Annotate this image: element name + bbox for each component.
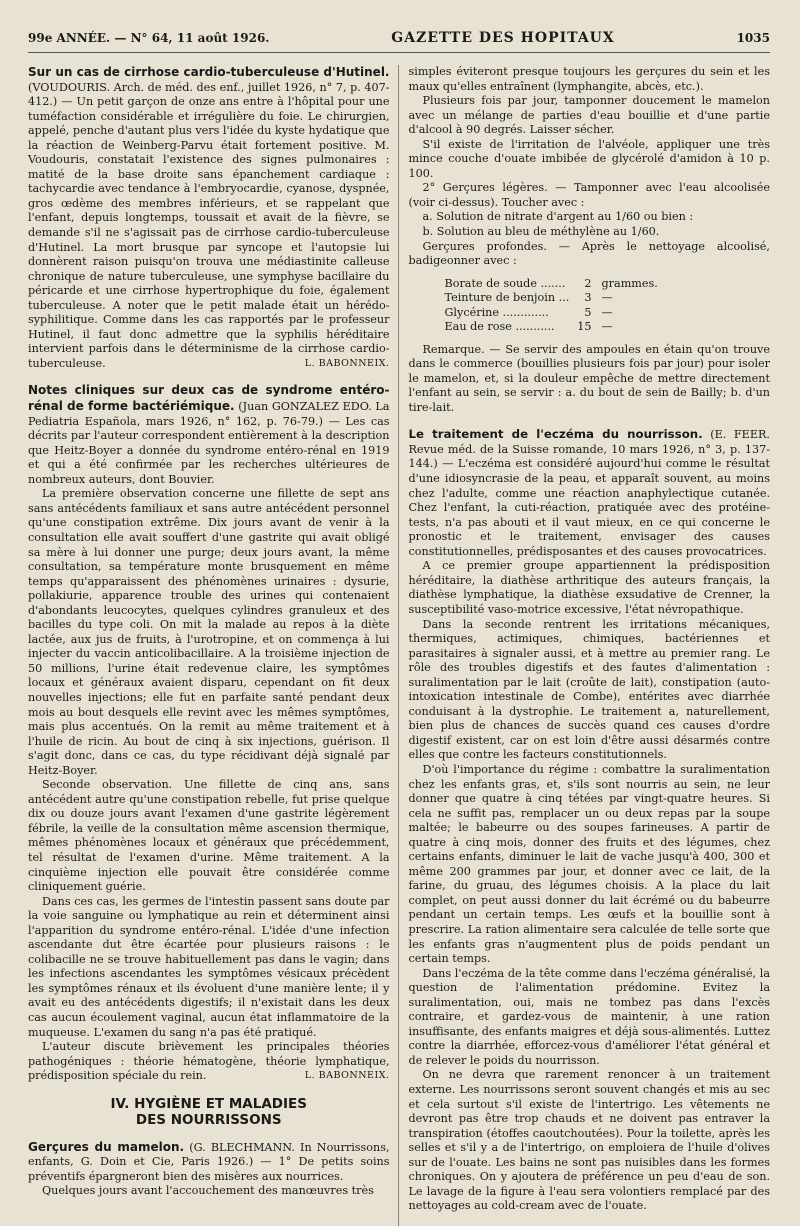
recipe-table — [445, 277, 662, 335]
article-body: (G. BLECHMANN. In Nourrissons, enfants, G. Doin et Cie, Paris 1926.) — 1° De petits soins préventifs épargneront bien des misères aux nourrices. — [28, 1140, 390, 1183]
ingredient-quantity: 3 — [584, 291, 592, 305]
article-title: Gerçures du mamelon. — [28, 1139, 185, 1154]
paragraph: Dans la seconde rentrent les irritations mécaniques, thermiques, actimiques, chimiques, bactériennes et parasitaires à signaler aussi, et à mettre au premier rang. Le rôle des troubles digestifs et des fautes d'alimentation : suralimentation par le lait (croûte de lait), constipation (auto-intoxication intestinale de Combe), entérites avec diarrhée conduisant à la dystrophie. Le traitement a, naturellement, bien plus de chances de succès quand ces causes d'ordre digestif existent, car on est loin d'être aussi désarmés contre elles que contre les facteurs constitutionnels. — [408, 617, 770, 762]
ingredient-name: Teinture de benjoin ... — [444, 291, 570, 305]
paragraph: D'où l'importance du régime : combattre la suralimentation chez les enfants gras, et, s'ils sont nourris au sein, ne leur donner que quatre à cinq tétées par vingt-quatre heures. Si cela ne suffit pas, remplacer un ou deux repas par la soupe maltée; le babeurre ou des soupes farineuses. A partir de quatre à cinq mois, donner des fruits et des légumes, chez certains enfants, diminuer le lait de vache jusqu'à 400, 300 et même 200 grammes par jour, et donner avec ce lait, de la farine, du gruau, des légumes choisis. A la place du lait complet, on peut aussi donner du lait écrémé ou du babeurre pendant un certain temps. Les œufs et la bouillie sont à prescrire. La ration alimentaire sera calculée de telle sorte que les enfants gras n'augmentent plus de poids pendant un certain temps. — [408, 762, 770, 966]
recipe-row — [445, 320, 662, 335]
ingredient-quantity: 15 — [577, 320, 592, 334]
article-title: Sur un cas de cirrhose cardio-tuberculeuse d'Hutinel. — [28, 65, 390, 79]
article-title: Notes cliniques sur deux cas de syndrome entéro-rénal de forme bactériémique. — [28, 383, 390, 414]
article-body: (VOUDOURIS. Arch. de méd. des enf., juillet 1926, n° 7, p. 407-412.) — Un petit garçon de onze ans entre à l'hôpital pour une tuméfaction considérable et irrégulière du foie. Le chirurgien, appelé, penche d'autant plus vers l'idée du kyste hydatique que la réaction de Weinberg-Parvu était fortement positive. M. Voudouris, constatait l'existence des signes pulmonaires : matité de la base droite sans épanchement cardiaque : tachycardie avec tendance à l'embryocardie, cyanose, dyspnée, gros œdème des membres inférieurs, et se rappelant que l'enfant, depuis longtemps, toussait et avait de la fièvre, se demande s'il ne s'agissait pas de cirrhose cardio-tuberculeuse d'Hutinel. La mort brusque par syncope et l'autopsie lui donnèrent raison puisqu'on trouva une médiastinite calleuse chronique de nature tuberculeuse, une symphyse bacillaire du péricarde et une cirrhose hypertrophique du foie, également tuberculeuse. A noter que le petit malade était un hérédo-syphilitique. Comme dans les cas rapportés par le professeur Hutinel, il faut donc admettre que la syphilis héréditaire intervient parfois dans le déterminisme de la cirrhose cardio-tuberculeuse. — [28, 80, 390, 370]
ingredient-name: Eau de rose ........... — [444, 320, 555, 334]
page-number: 1035 — [736, 31, 770, 45]
paragraph: 2° Gerçures légères. — Tamponner avec l'eau alcoolisée (voir ci-dessus). Toucher avec : — [408, 181, 770, 209]
ingredient-quantity: 5 — [584, 305, 592, 319]
ingredient-unit: — — [601, 305, 613, 319]
paragraph: S'il existe de l'irritation de l'alvéole, appliquer une très mince couche d'ouate imbibée de glycérolé d'amidon à 10 p. 100. — [408, 137, 770, 180]
paragraph: a. Solution de nitrate d'argent au 1/60 ou bien : — [422, 210, 694, 224]
article-ref: (E. FEER. Revue méd. de la Suisse romande, 10 mars 1926, n° 3, p. 137-144.) — L'eczéma est considéré aujourd'hui comme le résultat d'une idiosyncrasie de la peau, et apparaît souvent, au moins chez l'adulte, comme une réaction anaphylectique cutanée. Chez l'enfant, la cuti-réaction, pratiquée avec des protéine-tests, n'a pas abouti et il vaut mieux, en ce qui concerne le pronostic et le traitement, envisager des causes constitutionnelles, prédisposantes et des causes provocatrices. — [408, 428, 770, 558]
paragraph: Gerçures profondes. — Après le nettoyage alcoolisé, badigeonner avec : — [408, 239, 770, 268]
left-column — [28, 65, 399, 1226]
paragraph: Plusieurs fois par jour, tamponner doucement le mamelon avec un mélange de parties d'eau bouillie et d'une partie d'alcool à 90 degrés. Laisser sécher. — [408, 94, 770, 137]
paragraph: Dans ces cas, les germes de l'intestin passent sans doute par la voie sanguine ou lymphatique au rein et déterminent ainsi l'apparition du syndrome entéro-rénal. L'idée d'une infection ascendante dut être écartée pour plusieurs raisons : le colibacille ne se trouve habituellement pas dans le vagin; dans les infections ascendantes les symptômes vésicaux précèdent les symptômes rénaux et ils évoluent d'une manière lente; il y avait eu des antécédents digestifs; il n'existait dans les deux cas aucun écoulement vaginal, aucun état inflammatoire de la muqueuse. L'examen du sang n'a pas été pratiqué. — [28, 894, 390, 1039]
article-intro: (Juan GONZALEZ EDO. La Pediatria Española, mars 1926, n° 162, p. 76-79.) — Les cas décrits par l'auteur correspondent entièrement à la description que Heitz-Boyer a donnée du syndrome entéro-rénal en 1919 et qui a été confirmée par les recherches ultérieures de nombreux auteurs, dont Bouvier. — [28, 400, 390, 486]
recipe-row — [445, 291, 662, 306]
ingredient-name: Glycérine ............. — [444, 305, 549, 319]
ingredient-unit: — — [601, 320, 613, 334]
paragraph: simples éviteront presque toujours les gerçures du sein et les maux qu'elles entraînent (lymphangite, abcès, etc.). — [408, 65, 770, 93]
paragraph: On ne devra que rarement renoncer à un traitement externe. Les nourrissons seront souvent changés et mis au sec et cela surtout s'il existe de l'intertrigo. Les vêtements ne devront pas être trop chauds et ne doivent pas entraver la transpiration (étoffes caoutchoutées). Pour la toilette, après les selles et s'il y a de l'intertrigo, on emploiera de l'huile d'olives sur de l'ouate. Les bains ne sont pas nuisibles dans les formes chroniques. On y ajoutera de préférence un peu d'eau de son. Le lavage de la figure à l'eau sera volontiers remplacé par des nettoyages au cold-cream avec de l'ouate. — [408, 1068, 770, 1213]
ingredient-name: Borate de soude ....... — [444, 276, 566, 290]
paragraph: Dans l'eczéma de la tête comme dans l'eczéma généralisé, la question de l'alimentation prédomine. Evitez la suralimentation, oui, mais ne tombez pas dans l'excès contraire, et gardez-vous de maintenir, à une ration insuffisante, des enfants maigres et déjà sous-alimentés. Luttez contre la diarrhée, efforcez-vous d'améliorer l'état général et de relever le poids du nourrisson. — [408, 966, 770, 1067]
paragraph: Seconde observation. Une fillette de cinq ans, sans antécédent autre qu'une constipation rebelle, fut prise quelque dix ou douze jours avant l'examen d'une gastrite légèrement fébrile, la veille de la consultation même ascension thermique, mêmes phénomènes locaux et généraux que précédemment, tel résultat de l'examen d'urine. Même traitement. A la cinquième injection elle pouvait être considérée comme cliniquement guérie. — [28, 778, 390, 894]
recipe-row — [445, 277, 662, 292]
article-signature: L. BABONNEIX. — [304, 1070, 390, 1082]
article-cirrhose — [28, 65, 390, 371]
section-heading: IV. HYGIÈNE ET MALADIES DES NOURRISSONS — [110, 1095, 307, 1128]
article-title: Le traitement de l'eczéma du nourrisson. — [408, 427, 703, 442]
article-entero-renal — [28, 383, 390, 1083]
page-header — [28, 30, 770, 53]
article-gercures — [28, 1140, 390, 1199]
paragraph: La première observation concerne une fillette de sept ans sans antécédents familiaux et sans autre antécédent personnel qu'une constipation extrême. Dix jours avant de venir à la consultation elle avait souffert d'une gastrite qui avait obligé sa mère à lui donner une purge; deux jours avant, la même consultation, sa température monte brusquement en même temps qu'apparaissent des phénomènes urinaires : dysurie, pollakiurie, apparence trouble des urines qui contenaient d'abondants leucocytes, quelques cylindres granuleux et des bacilles du type coli. On mit la malade au repos à la diète lactée, aux jus de fruits, à l'urotropine, et on commença à lui injecter du vaccin anticolibacillaire. A la troisième injection de 50 millions, l'urine était redevenue claire, les symptômes locaux et généraux avaient disparu, cependant on fit deux nouvelles injections; elle fut en parfaite santé pendant deux mois au bout desquels elle revint avec les mêmes symptômes, mais plus accentués. On la remit au même traitement et à l'huile de ricin. Au bout de cinq à six injections, guérison. Il s'agit donc, dans ce cas, du type récidivant déjà signalé par Heitz-Boyer. — [28, 487, 390, 777]
paragraph: Remarque. — Se servir des ampoules en étain qu'on trouve dans le commerce (bouillies plusieurs fois par jour) pour isoler le mamelon, et, si la douleur empêche de mettre directement l'enfant au sein, se servir : a. du bout de sein de Bailly; b. d'un tire-lait. — [408, 342, 770, 414]
ingredient-unit: — — [601, 291, 613, 305]
paragraph: Quelques jours avant l'accouchement des manœuvres très — [42, 1184, 374, 1198]
paragraph: b. Solution au bleu de méthylène au 1/60. — [422, 225, 660, 239]
issue-info: 99e ANNÉE. — N° 64, 11 août 1926. — [28, 31, 270, 45]
ingredient-unit: grammes. — [601, 276, 658, 290]
ingredient-quantity: 2 — [584, 276, 592, 290]
article-eczema — [409, 427, 771, 1214]
paragraph: A ce premier groupe appartiennent la prédisposition héréditaire, la diathèse arthritique des auteurs français, la diathèse lymphatique, la diathèse exsudative de Crenner, la susceptibilité vaso-motrice excessive, l'état névropathique. — [408, 559, 770, 616]
paragraph: L'auteur discute brièvement les principales théories pathogéniques : théorie hématogène, théorie lymphatique, prédisposition spéciale du rein. — [28, 1040, 390, 1083]
recipe-row — [445, 306, 662, 321]
journal-title: GAZETTE DES HOPITAUX — [391, 30, 615, 46]
right-column — [409, 65, 771, 1226]
article-columns — [28, 65, 770, 1226]
article-signature: L. BABONNEIX. — [304, 357, 390, 369]
